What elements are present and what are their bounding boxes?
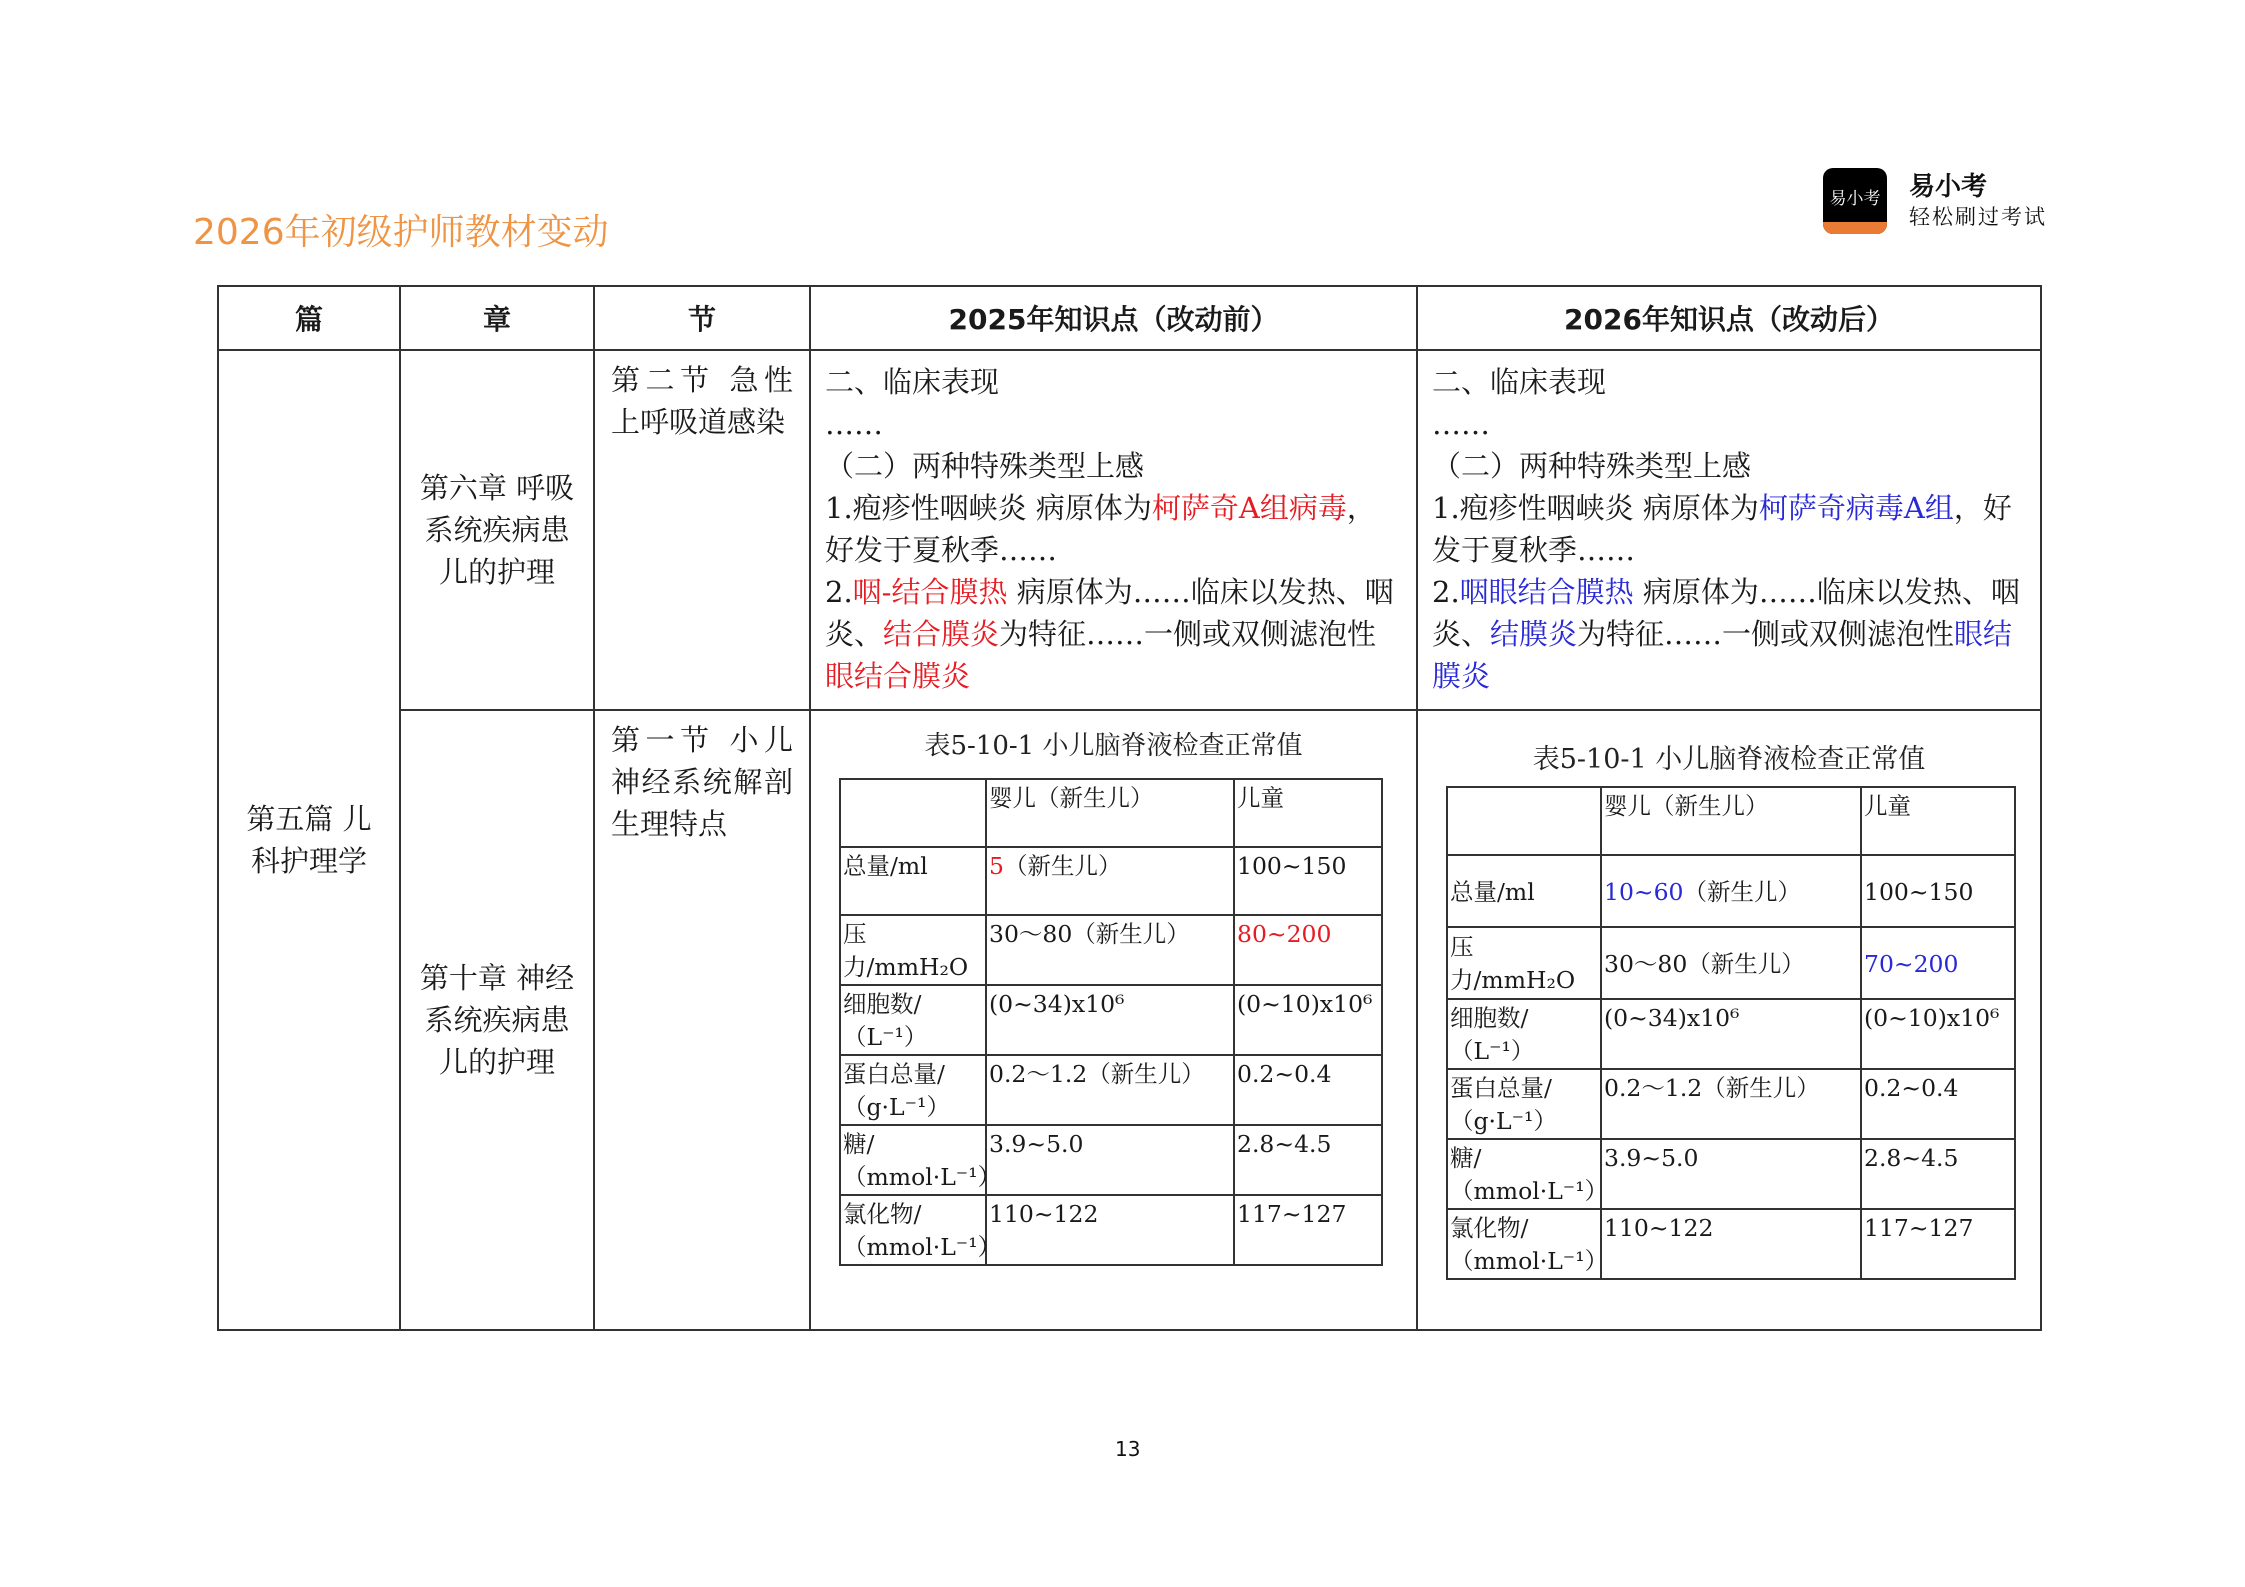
text: 1.疱疹性咽峡炎 病原体为: [1432, 491, 1759, 525]
csf-child-changed: 70~200: [1861, 927, 2015, 999]
csf-header-row: [1447, 787, 2015, 855]
csf-child: 100~150: [1234, 847, 1382, 915]
csf-label: 糖/（mmol·L⁻¹）: [1447, 1139, 1601, 1209]
brand-block: [1823, 168, 2047, 234]
before-content-cell: [810, 350, 1417, 710]
changed-text: 10~60: [1604, 877, 1684, 906]
text: （新生儿）: [1683, 877, 1801, 906]
csf-row: [840, 1195, 1382, 1265]
csf-child: 0.2~0.4: [1861, 1069, 2015, 1139]
header-before: 2025年知识点（改动前）: [810, 286, 1417, 350]
csf-child: 117~127: [1234, 1195, 1382, 1265]
page-title: 2026年初级护师教材变动: [193, 212, 609, 253]
csf-infant: 0.2～1.2（新生儿）: [986, 1055, 1234, 1125]
csf-infant: (0~34)x10⁶: [1601, 999, 1861, 1069]
before-paragraph-1: [825, 487, 1402, 571]
csf-child: 100~150: [1861, 855, 2015, 927]
csf-infant: 30～80（新生儿）: [986, 915, 1234, 985]
text: 2.: [1432, 575, 1460, 609]
text: 为特征……一侧或双侧滤泡性: [999, 617, 1377, 651]
part-label: 第五篇 儿科护理学: [246, 802, 372, 878]
changed-text: 咽-结合膜热: [852, 575, 1008, 609]
table-caption: 表5-10-1 小儿脑脊液检查正常值: [1532, 744, 1926, 775]
after-content-cell: [1417, 350, 2041, 710]
csf-row: [1447, 1139, 2015, 1209]
before-paragraph-2: [825, 571, 1402, 697]
csf-child: 2.8~4.5: [1861, 1139, 2015, 1209]
before-table-cell: [810, 710, 1417, 1330]
csf-label: 细胞数/（L⁻¹）: [1447, 999, 1601, 1069]
csf-child: (0~10)x10⁶: [1234, 985, 1382, 1055]
csf-child-changed: 80~200: [1234, 915, 1382, 985]
changed-text: 结合膜炎: [883, 617, 1000, 651]
csf-row: [1447, 927, 2015, 999]
csf-header-empty: [1447, 787, 1601, 855]
text: 病原体为……临床以发热、咽炎、: [1432, 575, 2020, 651]
text: 病原体为……临床以发热、咽炎、: [825, 575, 1394, 651]
after-subheading: （二）两种特殊类型上感: [1432, 449, 1752, 483]
before-csf-table: [811, 711, 1416, 1266]
after-csf-table: [1418, 711, 2040, 1280]
csf-infant: 0.2～1.2（新生儿）: [1601, 1069, 1861, 1139]
header-part: 篇: [218, 286, 400, 350]
csf-infant: 110~122: [986, 1195, 1234, 1265]
csf-child: 2.8~4.5: [1234, 1125, 1382, 1195]
brand-slogan: 轻松刷过考试: [1909, 205, 2047, 229]
csf-label: 糖/（mmol·L⁻¹）: [840, 1125, 986, 1195]
csf-header-child: 儿童: [1861, 787, 2015, 855]
brand-name: 易小考: [1909, 172, 1988, 202]
csf-infant: 110~122: [1601, 1209, 1861, 1279]
csf-row: [840, 985, 1382, 1055]
after-ellipsis: ……: [1432, 407, 1490, 441]
before-ellipsis: ……: [825, 407, 883, 441]
csf-row: [840, 915, 1382, 985]
csf-infant: 3.9~5.0: [986, 1125, 1234, 1195]
csf-row: [840, 847, 1382, 915]
changed-text: 柯萨奇病毒A组: [1758, 491, 1954, 525]
csf-label: 氯化物/（mmol·L⁻¹）: [1447, 1209, 1601, 1279]
section-cell: 第二节 急性上呼吸道感染: [594, 350, 810, 710]
section-cell: 第一节 小儿神经系统解剖生理特点: [594, 710, 810, 1330]
after-paragraph-2: [1432, 571, 2026, 697]
header-chapter: 章: [400, 286, 594, 350]
header-section: 节: [594, 286, 810, 350]
csf-infant: [1601, 855, 1861, 927]
text: ，好发于夏秋季……: [825, 491, 1376, 567]
csf-header-empty: [840, 779, 986, 847]
after-table-cell: [1417, 710, 2041, 1330]
brand-logo-accent-bar: [1823, 222, 1887, 234]
csf-row: [1447, 1069, 2015, 1139]
csf-label: 总量/ml: [840, 847, 986, 915]
csf-label: 蛋白总量/（g·L⁻¹）: [840, 1055, 986, 1125]
csf-row: [1447, 999, 2015, 1069]
csf-label: 蛋白总量/（g·L⁻¹）: [1447, 1069, 1601, 1139]
csf-infant: (0~34)x10⁶: [986, 985, 1234, 1055]
csf-infant: [986, 847, 1234, 915]
chapter-label: 第十章 神经系统疾病患儿的护理: [419, 961, 575, 1079]
csf-row: [840, 1055, 1382, 1125]
csf-row: [1447, 1209, 2015, 1279]
csf-header-infant: 婴儿（新生儿）: [1601, 787, 1861, 855]
changes-table: [217, 285, 2042, 1331]
csf-header-infant: 婴儿（新生儿）: [986, 779, 1234, 847]
csf-label: 压力/mmH₂O: [840, 915, 986, 985]
before-heading: 二、临床表现: [825, 365, 1000, 399]
csf-table: [839, 778, 1383, 1266]
text: 为特征……一侧或双侧滤泡性: [1577, 617, 1955, 651]
csf-table: [1446, 786, 2016, 1280]
changed-text: 咽眼结合膜热: [1459, 575, 1634, 609]
csf-label: 细胞数/（L⁻¹）: [840, 985, 986, 1055]
table-row: [218, 350, 2041, 710]
csf-label: 氯化物/（mmol·L⁻¹）: [840, 1195, 986, 1265]
after-paragraph-1: [1432, 487, 2026, 571]
text: ，好发于夏秋季……: [1432, 491, 2012, 567]
text: （新生儿）: [1003, 852, 1122, 880]
table-row: [218, 710, 2041, 1330]
csf-infant: 3.9~5.0: [1601, 1139, 1861, 1209]
csf-row: [840, 1125, 1382, 1195]
brand-logo-icon: [1823, 168, 1887, 234]
header-after: 2026年知识点（改动后）: [1417, 286, 2041, 350]
header-row: [218, 286, 2041, 350]
csf-child: 0.2~0.4: [1234, 1055, 1382, 1125]
changed-text: 结膜炎: [1490, 617, 1578, 651]
brand-text: [1909, 171, 2047, 231]
text: 2.: [825, 575, 853, 609]
text: 1.疱疹性咽峡炎 病原体为: [825, 491, 1152, 525]
after-heading: 二、临床表现: [1432, 365, 1607, 399]
csf-row: [1447, 855, 2015, 927]
csf-header-row: [840, 779, 1382, 847]
changed-text: 眼结膜炎: [1432, 617, 2013, 693]
before-subheading: （二）两种特殊类型上感: [825, 449, 1145, 483]
csf-infant: 30～80（新生儿）: [1601, 927, 1861, 999]
chapter-label: 第六章 呼吸系统疾病患儿的护理: [419, 471, 575, 589]
csf-label: 压力/mmH₂O: [1447, 927, 1601, 999]
part-cell: [218, 350, 400, 1330]
changed-text: 5: [989, 852, 1004, 880]
csf-child: 117~127: [1861, 1209, 2015, 1279]
chapter-cell: [400, 710, 594, 1330]
table-caption: 表5-10-1 小儿脑脊液检查正常值: [924, 731, 1303, 761]
chapter-cell: [400, 350, 594, 710]
changed-text: 眼结合膜炎: [825, 659, 971, 693]
csf-label: 总量/ml: [1447, 855, 1601, 927]
csf-header-child: 儿童: [1234, 779, 1382, 847]
csf-child: (0~10)x10⁶: [1861, 999, 2015, 1069]
brand-logo-text: 易小考: [1829, 189, 1881, 209]
changed-text: 柯萨奇A组病毒: [1151, 491, 1347, 525]
page-number: 13: [1115, 1437, 1141, 1461]
